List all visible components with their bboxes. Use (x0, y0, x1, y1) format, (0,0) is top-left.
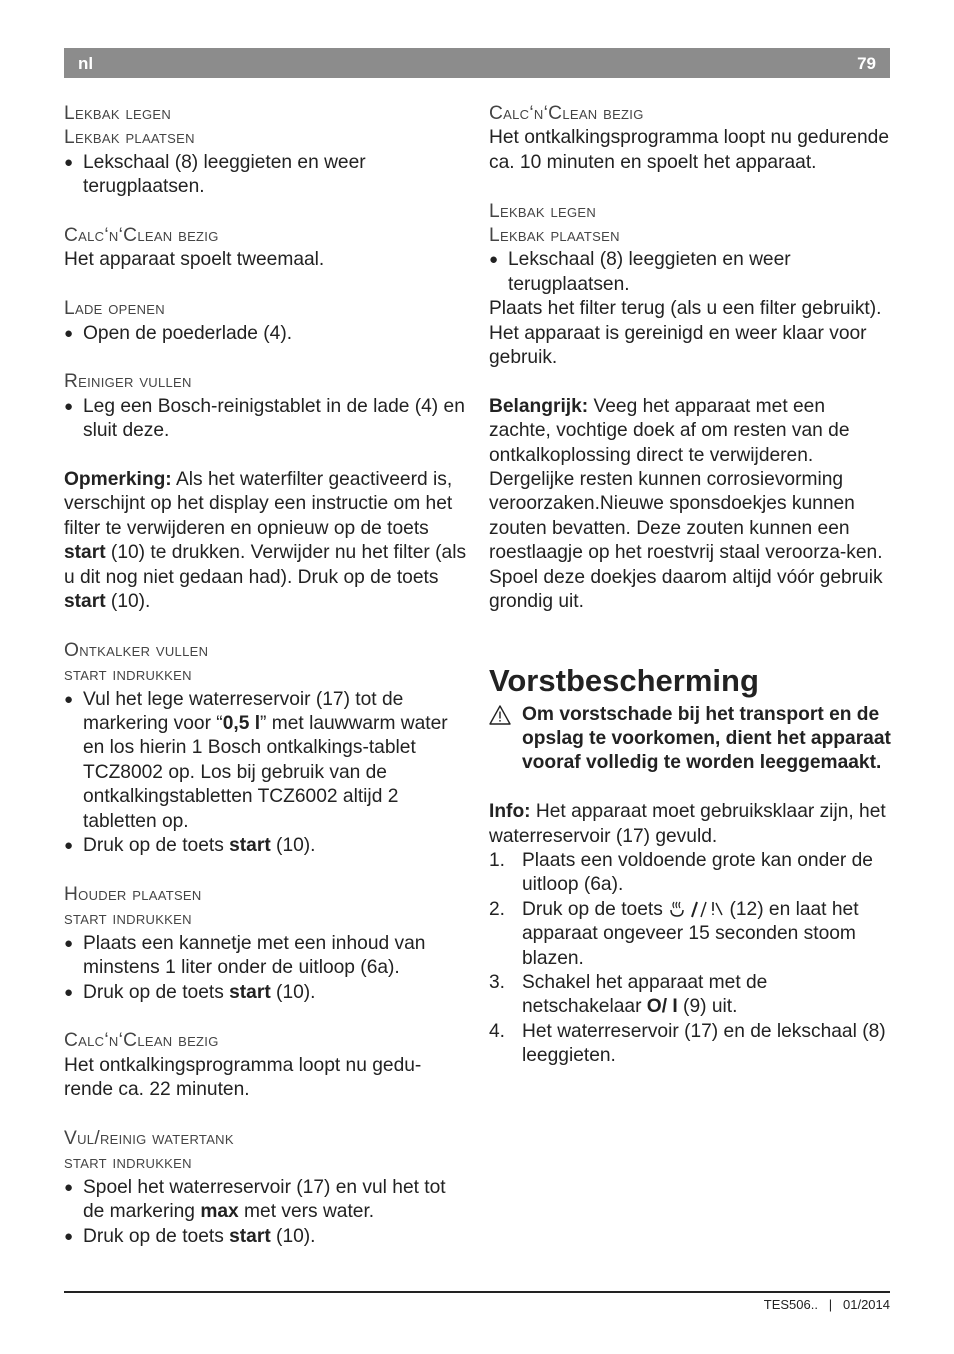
footer-text: TES506.. | 01/2014 (763, 1297, 890, 1312)
bullet-item: ● Vul het lege waterreservoir (17) tot de markering voor “0,5 l” met lauwwarm water en los hierin 1 Bosch ontkalkings-tablet TCZ8002 op. Los bij gebruik van de ontkalkingstabletten TCZ6002 altijd 2 tabletten op. (64, 688, 468, 834)
step-heading: Reiniger vullen (64, 371, 192, 393)
bullet-item: ● Druk op de toets start (10). (64, 981, 468, 1005)
step-heading: Lekbak plaatsen (489, 225, 620, 247)
step-heading: start indrukken (64, 1152, 192, 1174)
steam-hotwater-key-icon (668, 900, 724, 918)
step-heading: Lekbak plaatsen (64, 127, 195, 149)
bullet-item: ● Lekschaal (8) leeggieten en weer terugplaatsen. (489, 248, 891, 297)
numbered-step: 1. Plaats een voldoende grote kan onder de uitloop (6a). (489, 849, 873, 896)
step-heading: Calc‘n‘Clean bezig (489, 103, 644, 124)
step-heading: Ontkalker vullen (64, 639, 209, 661)
paragraph: Het ontkalkingsprogramma loopt nu gedu-rende ca. 22 minuten. (64, 1054, 422, 1101)
warning-triangle-icon (489, 705, 511, 725)
bullet-item: ● Leg een Bosch-reinigstablet in de lade (4) en sluit deze. (64, 395, 468, 444)
step-heading: start indrukken (64, 908, 192, 930)
warning-paragraph: Om vorstschade bij het transport en de opslag te voorkomen, dient het apparaat vooraf volledig te worden leeggemaakt. (489, 703, 891, 776)
bullet-item: ● Druk op de toets start (10). (64, 834, 468, 858)
bullet-item: ● Open de poederlade (4). (64, 322, 468, 346)
step-heading: Lade openen (64, 298, 165, 320)
bullet-item: ● Plaats een kannetje met een inhoud van minstens 1 liter onder de uitloop (6a). (64, 932, 468, 981)
note-paragraph: Opmerking: Als het waterfilter geactiveerd is, verschijnt op het display een instructie om het filter te verwijderen en opnieuw op de toets start (10) te drukken. Verwijder nu het filter (als u dit nog niet gedaan had). Druk op de toets start (10). (64, 469, 467, 613)
step-heading: Vul/reinig watertank (64, 1127, 234, 1149)
important-paragraph: Belangrijk: Veeg het apparaat met een zachte, vochtige doek af om resten van de ontkalkoplossing direct te verwijderen. Dergelijke resten kunnen corrosievorming veroorzaken.Nieuwe sponsdoekjes kunnen zouten bevatten. Deze zouten kunnen een roestlaagje op het roestvrij staal veroorza-ken. Spoel deze doekjes daarom altijd vóór gebruik grondig uit. (489, 395, 883, 613)
step-heading: Lekbak legen (489, 200, 597, 222)
step-heading: Houder plaatsen (64, 883, 202, 905)
numbered-step: 3. Schakel het apparaat met de netschakelaar O/ I (9) uit. (489, 971, 768, 1018)
info-label: Info: (489, 801, 531, 823)
info-paragraph: Info: Het apparaat moet gebruiksklaar zijn, het waterreservoir (17) gevuld. (489, 801, 886, 847)
step-heading: start indrukken (64, 664, 192, 686)
right-column (489, 102, 891, 1069)
bullet-item: ● Spoel het waterreservoir (17) en vul het tot de markering max met vers water. (64, 1176, 468, 1225)
important-label: Belangrijk: (489, 395, 589, 417)
bullet-item: ● Druk op de toets start (10). (64, 1225, 468, 1249)
paragraph: Het ontkalkingsprogramma loopt nu gedurende ca. 10 minuten en spoelt het apparaat. (489, 127, 889, 173)
note-label: Opmerking: (64, 469, 172, 491)
step-heading: Lekbak legen (64, 103, 172, 124)
paragraph: Plaats het filter terug (als u een filter gebruikt). Het apparaat is gereinigd en weer klaar voor gebruik. (489, 298, 882, 369)
step-heading: Calc‘n‘Clean bezig (64, 225, 219, 247)
footer-rule (64, 1291, 890, 1293)
section-title: Vorstbescherming (489, 662, 759, 698)
bullet-item: ● Lekschaal (8) leeggieten en weer terugplaatsen. (64, 151, 468, 200)
left-column (64, 102, 468, 1249)
language-code: nl (78, 54, 94, 73)
numbered-step: 4. Het waterreservoir (17) en de lekschaal (8) leeggieten. (489, 1020, 886, 1067)
paragraph: Het apparaat spoelt tweemaal. (64, 249, 325, 271)
step-heading: Calc‘n‘Clean bezig (64, 1030, 219, 1052)
numbered-step: 2. Druk op de toets (12) en laat het apparaat ongeveer 15 seconden stoom blazen. (489, 898, 859, 969)
page-header-bar (64, 48, 890, 78)
page-number: 79 (857, 54, 876, 73)
